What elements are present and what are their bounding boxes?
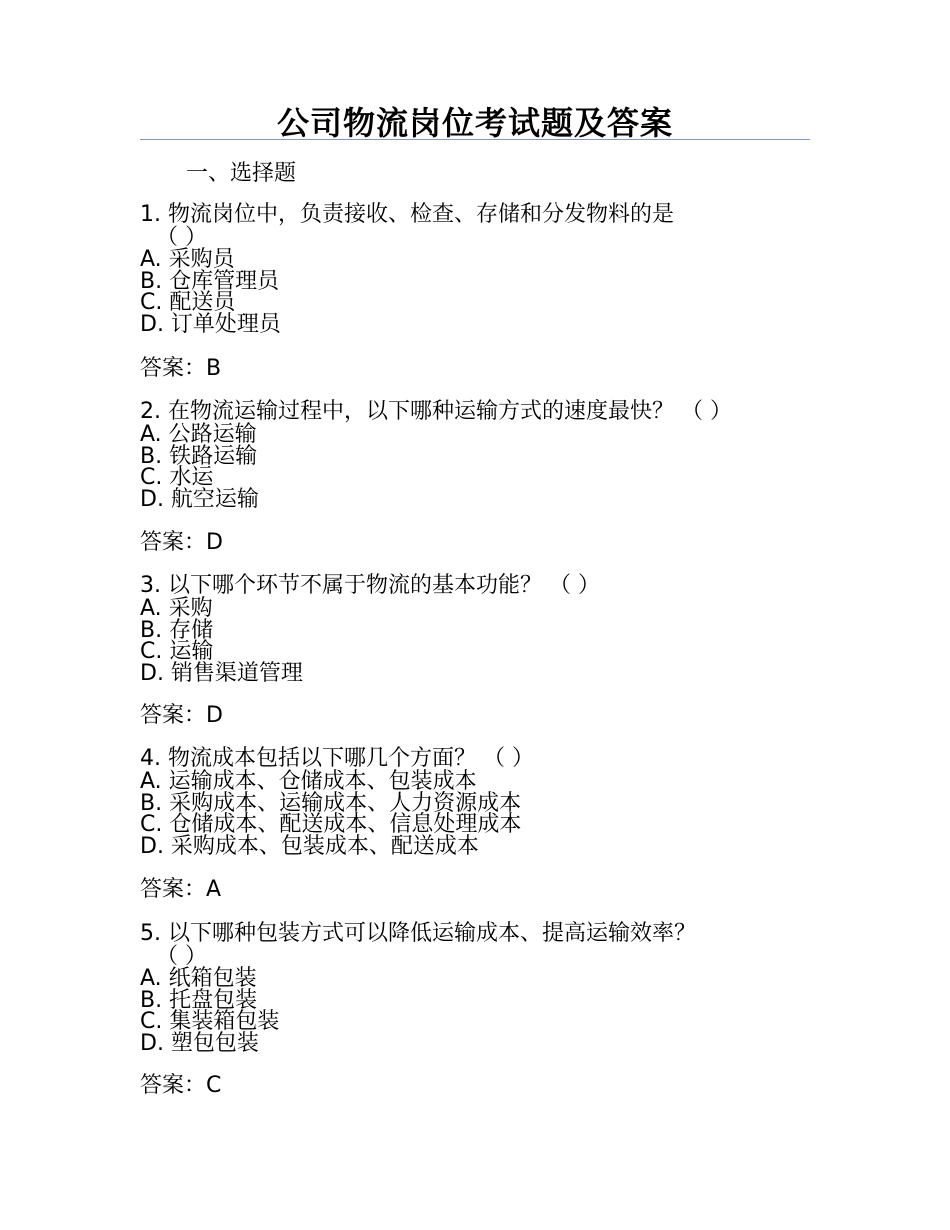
option-d: D. 采购成本、包装成本、配送成本 <box>140 833 479 859</box>
answer-4: 答案：A <box>140 877 222 902</box>
answer-1: 答案：B <box>140 356 222 381</box>
option-c: C. 配送员 <box>140 290 236 315</box>
option-a: A. 纸箱包装 <box>140 966 257 991</box>
question-stem: 1. 物流岗位中，负责接收、检查、存储和分发物料的是 <box>140 202 674 227</box>
option-b: B. 采购成本、运输成本、人力资源成本 <box>140 790 522 816</box>
title-underline <box>140 139 810 140</box>
question-stem: 2. 在物流运输过程中，以下哪种运输方式的速度最快？ （ ） <box>140 399 732 424</box>
question-5 <box>140 922 800 1054</box>
option-c: C. 集装箱包装 <box>140 1009 280 1034</box>
option-d: D. 塑包包装 <box>140 1030 259 1056</box>
question-1 <box>140 203 800 335</box>
question-stem: 4. 物流成本包括以下哪几个方面？ （ ） <box>140 746 534 771</box>
section-heading: 一、选择题 <box>186 161 297 186</box>
question-4 <box>140 747 800 857</box>
option-d: D. 订单处理员 <box>140 311 281 337</box>
option-d: D. 销售渠道管理 <box>140 660 303 686</box>
option-a: A. 采购员 <box>140 247 235 272</box>
answer-2: 答案：D <box>140 530 223 555</box>
question-stem: 5. 以下哪种包装方式可以降低运输成本、提高运输效率？ <box>140 921 696 946</box>
option-b: B. 铁路运输 <box>140 443 258 469</box>
option-a: A. 采购 <box>140 596 213 621</box>
option-b: B. 仓库管理员 <box>140 268 280 294</box>
option-c: C. 运输 <box>140 639 214 664</box>
answer-3: 答案：D <box>140 703 223 728</box>
option-b: B. 存储 <box>140 617 214 643</box>
question-3 <box>140 574 800 684</box>
answer-5: 答案：C <box>140 1073 222 1098</box>
answer-blank: （ ） <box>156 944 207 969</box>
document-title: 公司物流岗位考试题及答案 <box>276 104 673 142</box>
option-c: C. 水运 <box>140 465 214 490</box>
question-2 <box>140 400 800 510</box>
question-stem: 3. 以下哪个环节不属于物流的基本功能？ （ ） <box>140 573 600 598</box>
option-a: A. 运输成本、仓储成本、包装成本 <box>140 769 477 794</box>
answer-blank: （ ） <box>156 225 207 250</box>
option-c: C. 仓储成本、配送成本、信息处理成本 <box>140 812 522 837</box>
option-d: D. 航空运输 <box>140 486 259 512</box>
option-a: A. 公路运输 <box>140 422 257 447</box>
option-b: B. 托盘包装 <box>140 987 258 1013</box>
